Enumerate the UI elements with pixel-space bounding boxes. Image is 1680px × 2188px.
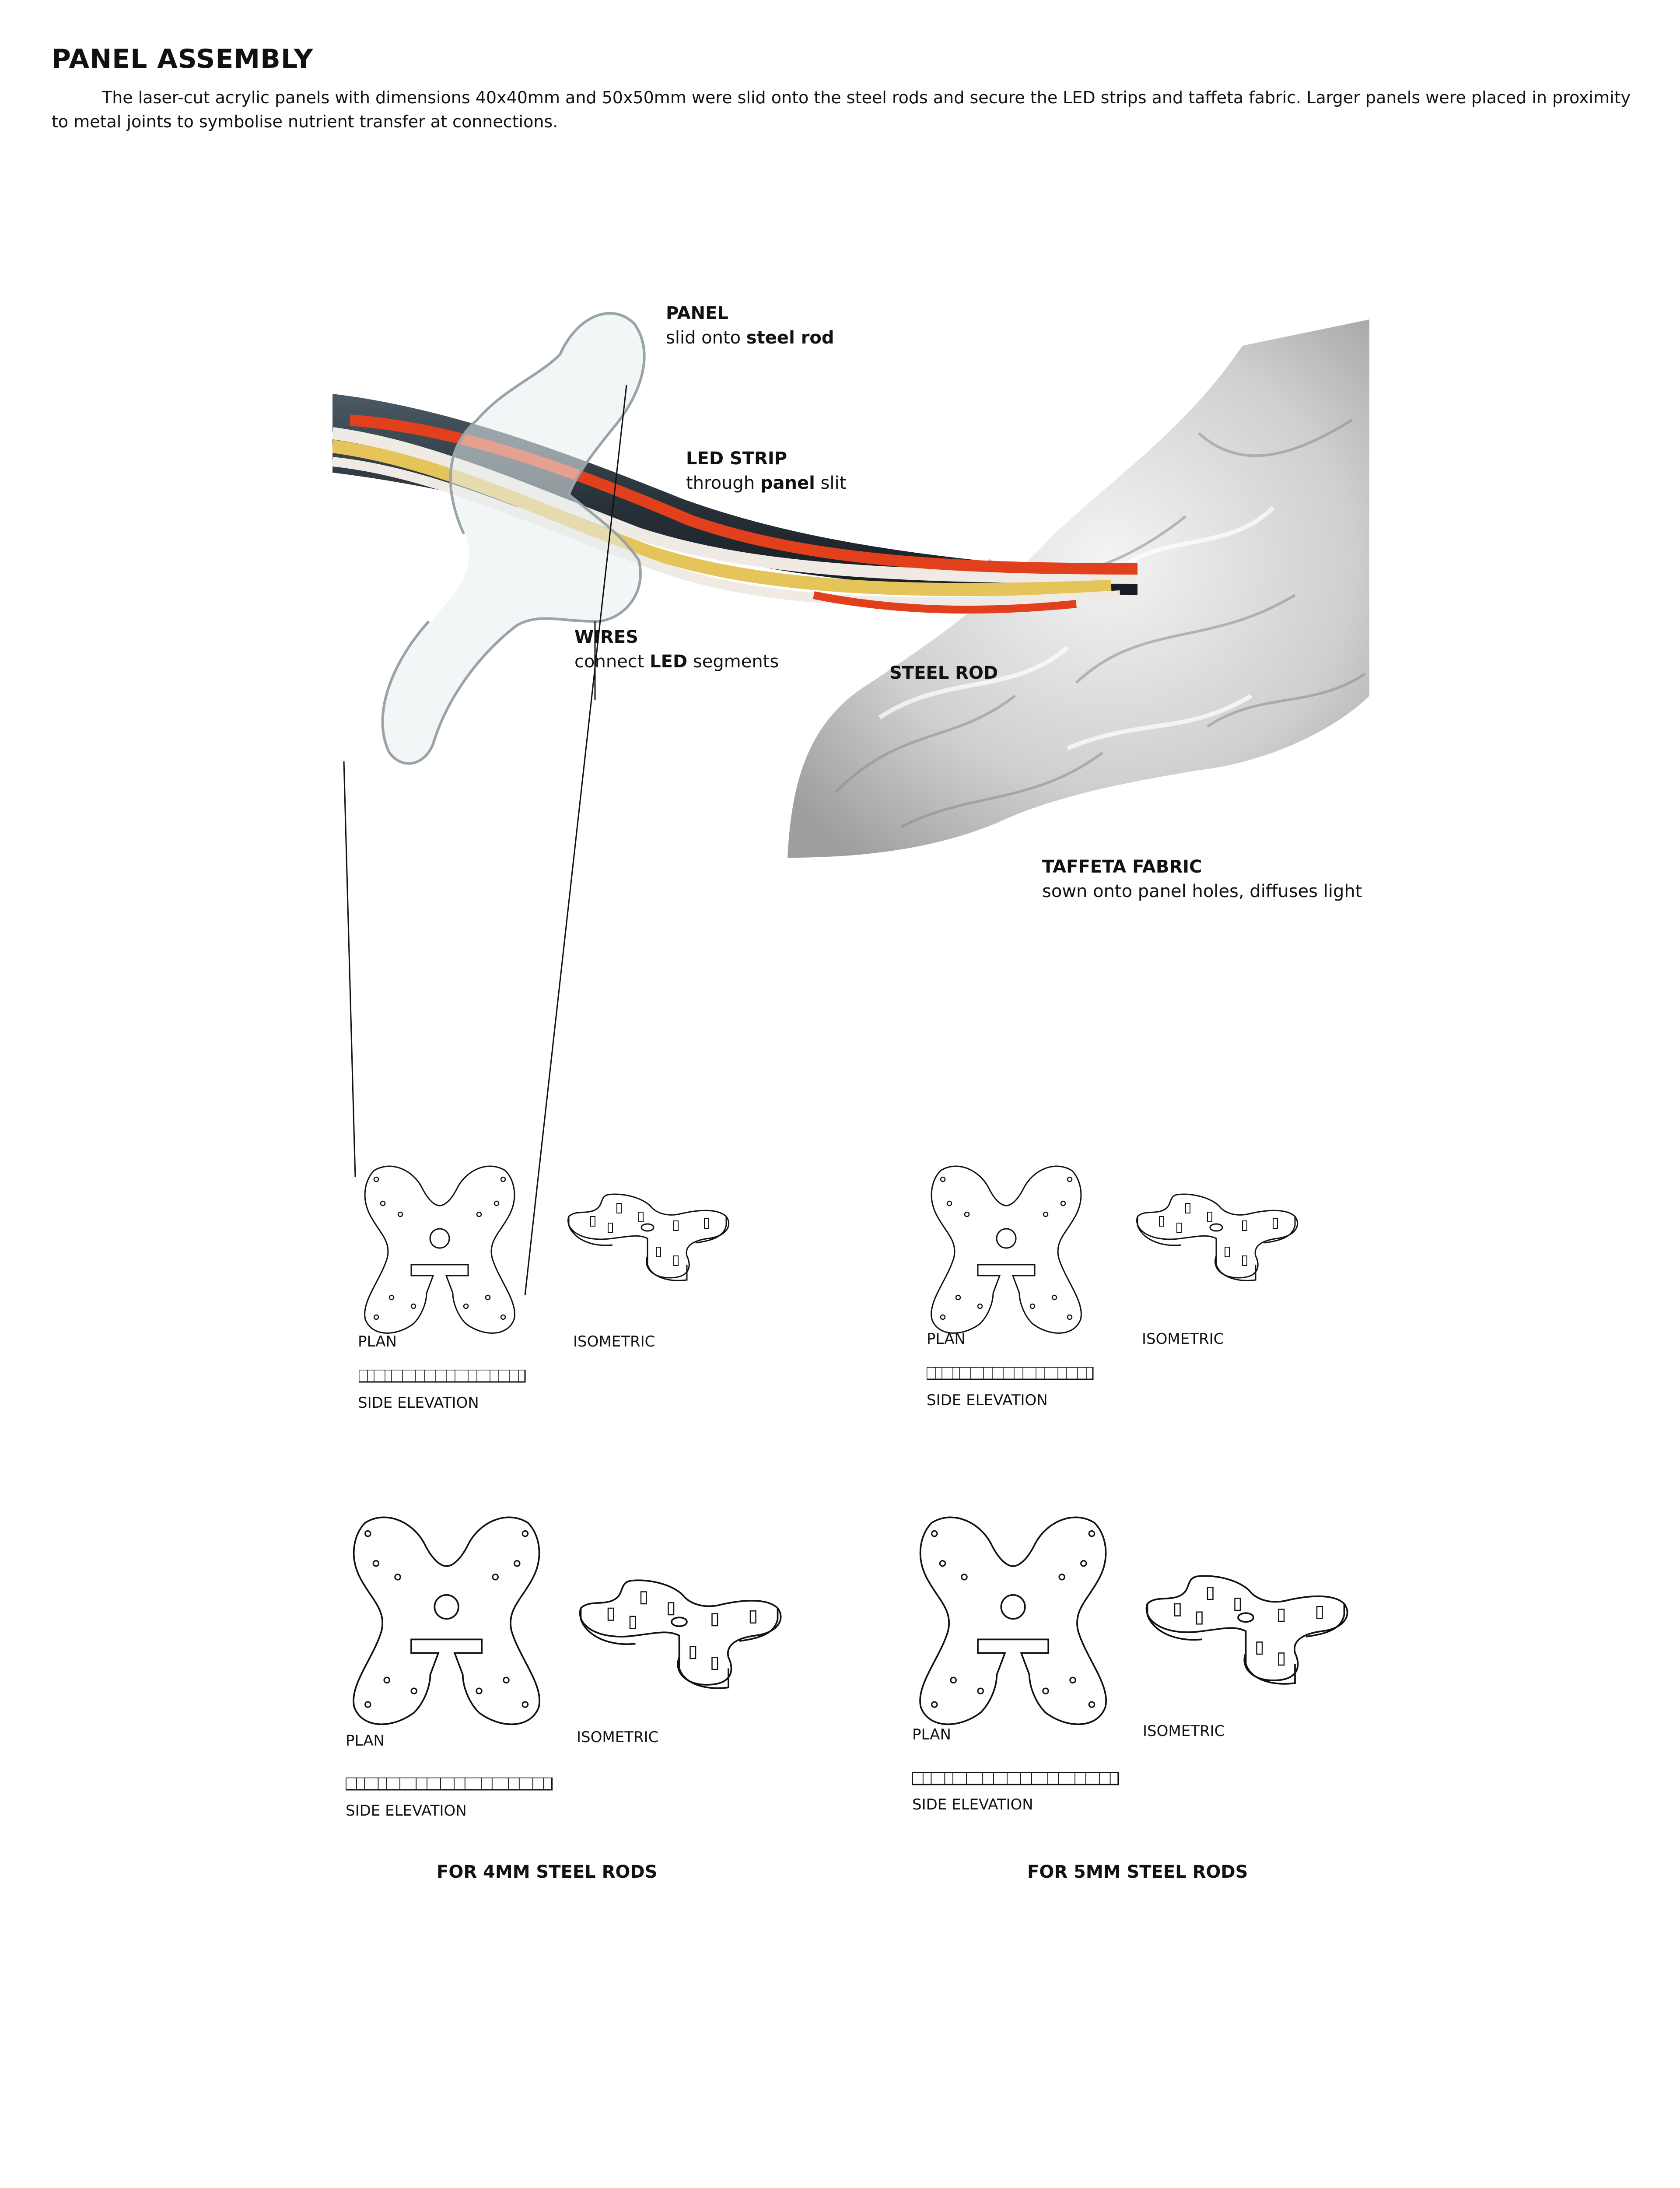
callout-taffeta-fabric: TAFFETA FABRIC sown onto panel holes, diffuses light [1042,857,1362,901]
plan-label: PLAN [927,1330,966,1348]
callout-steel-rod: STEEL ROD [889,663,998,683]
plan-drawing-small-5mm [923,1162,1094,1337]
isometric-drawing-small-5mm [1133,1190,1308,1291]
plan-label: PLAN [912,1726,951,1743]
isometric-label: ISOMETRIC [1143,1722,1225,1740]
caption-4mm: FOR 4MM STEEL RODS [437,1862,658,1882]
isometric-label: ISOMETRIC [577,1729,659,1746]
side-elevation-drawing-small-5mm [927,1367,1097,1382]
side-elevation-label: SIDE ELEVATION [358,1394,479,1412]
caption-5mm: FOR 5MM STEEL RODS [1027,1862,1248,1882]
plan-label: PLAN [358,1333,397,1350]
callout-panel: PANEL slid onto steel rod [666,303,834,348]
side-elevation-drawing-small-4mm [359,1370,529,1385]
callout-led-strip: LED STRIP through panel slit [686,449,847,493]
intro-paragraph: The laser-cut acrylic panels with dimensions 40x40mm and 50x50mm were slid onto the steel rods and secure the LED strips and taffeta fabric. Larger panels were placed in proximity to metal joints to symbolise nutrient transfer at connections. [52,88,1631,131]
side-elevation-drawing-large-5mm [912,1772,1122,1787]
isometric-label: ISOMETRIC [1142,1330,1224,1348]
side-elevation-drawing-large-4mm [346,1778,556,1792]
plan-drawing-large-4mm [343,1512,553,1731]
callout-wires: WIRES connect LED segments [574,627,779,672]
side-elevation-label: SIDE ELEVATION [346,1802,467,1820]
isometric-label: ISOMETRIC [573,1333,655,1350]
side-elevation-label: SIDE ELEVATION [912,1796,1033,1813]
plan-drawing-large-5mm [910,1512,1120,1731]
plan-label: PLAN [346,1732,385,1750]
isometric-drawing-large-4mm [575,1575,794,1707]
isometric-drawing-small-4mm [564,1190,739,1291]
isometric-drawing-large-5mm [1142,1571,1361,1702]
side-elevation-label: SIDE ELEVATION [927,1392,1048,1409]
page-title: PANEL ASSEMBLY [52,44,314,74]
plan-drawing-small-4mm [357,1162,527,1337]
